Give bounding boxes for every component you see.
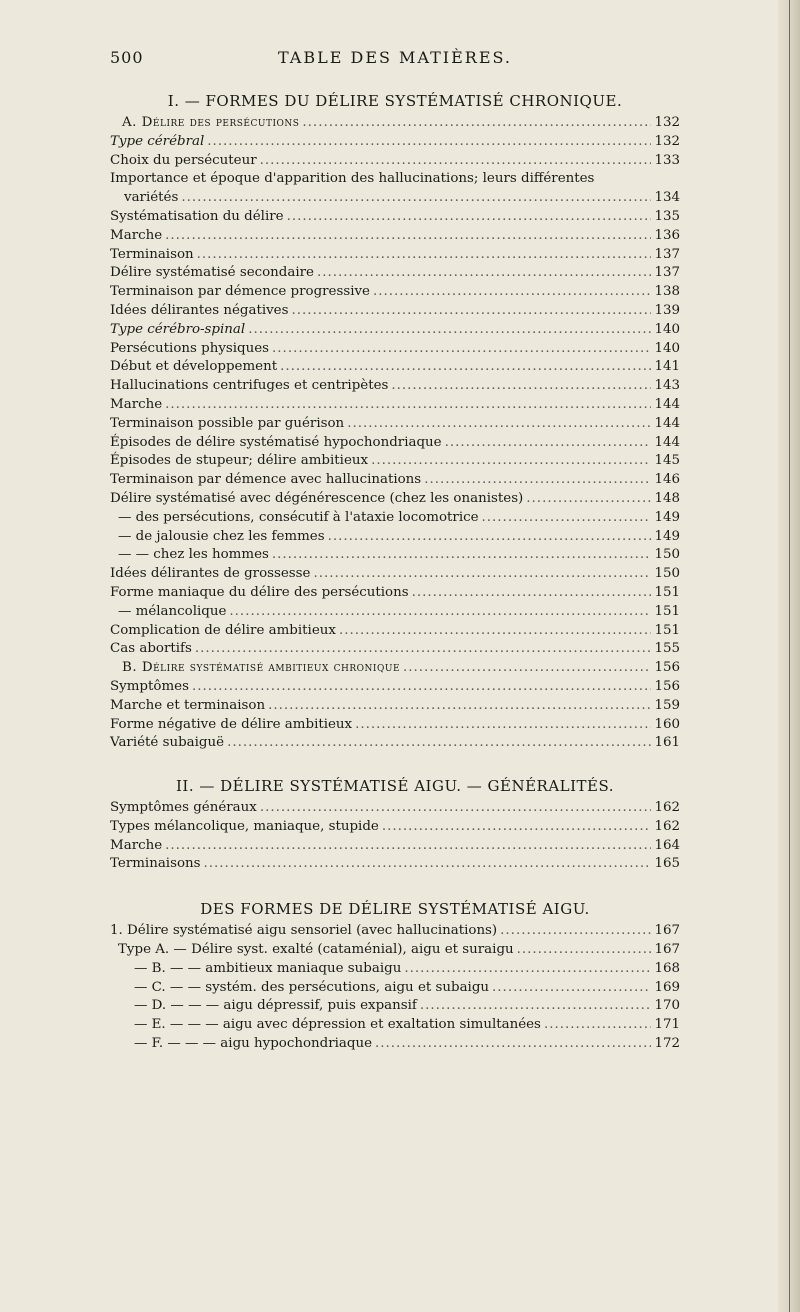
entry-text: 1. Délire systématisé aigu sensoriel (avec hallucinations)	[110, 923, 498, 939]
leader-dots	[482, 509, 652, 528]
entry-text: Forme négative de délire ambitieux	[110, 716, 353, 732]
entry-page: 160	[654, 716, 680, 732]
entry-text: Persécutions physiques	[110, 340, 270, 356]
entry-text: Terminaison possible par guérison	[110, 415, 345, 431]
entry-page: 161	[654, 735, 680, 751]
leader-dots	[500, 922, 651, 941]
entry-text: Type A. — Délire syst. exalté (cataménial), aigu et suraigu	[118, 942, 514, 958]
entry-text: Délire systématisé avec dégénérescence (chez les onanistes)	[110, 490, 524, 506]
toc-entry	[110, 434, 680, 453]
toc-entry	[110, 941, 680, 960]
entry-page: 141	[654, 359, 680, 375]
entry-page: 139	[654, 302, 680, 318]
entry-text: Terminaison	[110, 246, 194, 262]
leader-dots	[302, 114, 651, 133]
entry-text: — mélancolique	[118, 603, 227, 619]
leader-dots	[195, 640, 652, 659]
leader-dots	[371, 452, 651, 471]
entry-page: 148	[654, 490, 680, 506]
toc-entry-wrapped	[110, 170, 680, 189]
entry-text: Marche	[110, 837, 163, 853]
toc-entry	[110, 565, 680, 584]
entry-text: Type cérébro-spinal	[110, 321, 246, 337]
entry-page: 156	[654, 660, 680, 676]
leader-dots	[272, 340, 651, 359]
toc-entry	[110, 997, 680, 1016]
toc-entry	[110, 855, 680, 874]
leader-dots	[328, 528, 652, 547]
entry-page: 150	[654, 547, 680, 563]
leader-dots	[317, 264, 651, 283]
leader-dots	[375, 1035, 651, 1054]
entry-page: 151	[654, 603, 680, 619]
entry-text: B. Délire systématisé ambitieux chronique	[122, 660, 401, 676]
entry-page: 134	[654, 190, 680, 206]
toc-entry	[110, 490, 680, 509]
entry-text: Délire systématisé secondaire	[110, 265, 314, 281]
entry-text: Forme maniaque du délire des persécutions	[110, 584, 409, 600]
entry-page: 140	[654, 340, 680, 356]
toc-entry	[110, 528, 680, 547]
leader-dots	[412, 584, 652, 603]
toc-entry	[110, 189, 680, 208]
toc-entry	[110, 358, 680, 377]
entry-text: variétés	[124, 190, 179, 206]
toc-entry	[110, 1016, 680, 1035]
entry-page: 132	[654, 133, 680, 149]
entry-text: Variété subaiguë	[110, 735, 225, 751]
toc-entry	[110, 509, 680, 528]
entry-text: Types mélancolique, maniaque, stupide	[110, 818, 379, 834]
toc-entry	[110, 818, 680, 837]
toc-entry	[110, 415, 680, 434]
entry-page: 169	[654, 979, 680, 995]
entry-text: — de jalousie chez les femmes	[118, 528, 325, 544]
leader-dots	[424, 471, 651, 490]
entry-text: — E. — — — aigu avec dépression et exaltation simultanées	[134, 1017, 541, 1033]
entry-page: 162	[654, 818, 680, 834]
entry-text: Terminaison par démence avec hallucinations	[110, 472, 422, 488]
entry-page: 137	[654, 246, 680, 262]
entry-page: 149	[654, 528, 680, 544]
entry-page: 165	[654, 856, 680, 872]
entry-text: — C. — — systém. des persécutions, aigu et subaigu	[134, 979, 490, 995]
leader-dots	[544, 1016, 652, 1035]
leader-dots	[227, 734, 651, 753]
running-head	[110, 48, 680, 72]
entry-page: 156	[654, 678, 680, 694]
leader-dots	[445, 434, 652, 453]
entry-page: 162	[654, 800, 680, 816]
toc-entry	[110, 133, 680, 152]
entry-text: Systématisation du délire	[110, 208, 284, 224]
entry-text: Marche	[110, 396, 163, 412]
entry-page: 138	[654, 284, 680, 300]
leader-dots	[291, 302, 651, 321]
entry-page: 150	[654, 566, 680, 582]
leader-dots	[181, 189, 651, 208]
entry-text: Choix du persécuteur	[110, 152, 257, 168]
leader-dots	[229, 603, 651, 622]
toc-entry	[110, 697, 680, 716]
toc-entry	[110, 837, 680, 856]
entry-page: 145	[654, 453, 680, 469]
leader-dots	[403, 659, 651, 678]
entry-page: 164	[654, 837, 680, 853]
toc-entry	[110, 114, 680, 133]
toc-entry	[110, 283, 680, 302]
entry-text: Complication de délire ambitieux	[110, 622, 336, 638]
toc-entry	[110, 377, 680, 396]
leader-dots	[391, 377, 651, 396]
toc-entry	[110, 603, 680, 622]
toc-entry	[110, 1035, 680, 1054]
entry-text: — F. — — — aigu hypochondriaque	[134, 1036, 373, 1052]
leader-dots	[404, 960, 651, 979]
toc-entry	[110, 678, 680, 697]
entry-text: — des persécutions, consécutif à l'ataxie locomotrice	[118, 509, 479, 525]
toc-entry	[110, 246, 680, 265]
entry-page: 151	[654, 622, 680, 638]
entry-text: Hallucinations centrifuges et centripètes	[110, 378, 389, 394]
entry-text: Terminaisons	[110, 856, 201, 872]
toc-entry	[110, 471, 680, 490]
entry-page: 144	[654, 396, 680, 412]
entry-text: Importance et époque d'apparition des hallucinations; leurs différentes	[110, 171, 595, 187]
toc-entry	[110, 340, 680, 359]
running-title: TABLE DES MATIÈRES.	[278, 48, 512, 67]
entry-text: — D. — — — aigu dépressif, puis expansif	[134, 998, 417, 1014]
leader-dots	[165, 396, 651, 415]
leader-dots	[272, 546, 652, 565]
leader-dots	[280, 358, 651, 377]
entry-text: Cas abortifs	[110, 641, 192, 657]
toc-entry	[110, 799, 680, 818]
entry-text: Épisodes de stupeur; délire ambitieux	[110, 453, 369, 469]
entry-page: 144	[654, 434, 680, 450]
toc-entry	[110, 659, 680, 678]
toc-entry	[110, 622, 680, 641]
leader-dots	[197, 246, 652, 265]
entry-page: 133	[654, 152, 680, 168]
section-heading: DES FORMES DE DÉLIRE SYSTÉMATISÉ AIGU.	[200, 900, 590, 919]
leader-dots	[260, 799, 652, 818]
leader-dots	[192, 678, 651, 697]
leader-dots	[339, 622, 652, 641]
leader-dots	[492, 979, 651, 998]
leader-dots	[165, 227, 651, 246]
leader-dots	[355, 716, 651, 735]
leader-dots	[517, 941, 652, 960]
leader-dots	[268, 697, 651, 716]
entry-text: Type cérébral	[110, 133, 205, 149]
toc-entry	[110, 640, 680, 659]
toc-entry	[110, 979, 680, 998]
entry-text: Début et développement	[110, 359, 278, 375]
entry-page: 170	[654, 998, 680, 1014]
entry-page: 159	[654, 697, 680, 713]
section-heading: II. — DÉLIRE SYSTÉMATISÉ AIGU. — GÉNÉRALITÉS.	[175, 777, 615, 796]
leader-dots	[373, 283, 651, 302]
entry-page: 146	[654, 472, 680, 488]
entry-page: 136	[654, 227, 680, 243]
entry-page: 143	[654, 378, 680, 394]
entry-page: 140	[654, 321, 680, 337]
entry-page: 151	[654, 584, 680, 600]
toc-entry	[110, 452, 680, 471]
entry-page: 167	[654, 942, 680, 958]
entry-text: — — chez les hommes	[118, 547, 269, 563]
leader-dots	[287, 208, 652, 227]
entry-text: A. Délire des persécutions	[122, 115, 300, 130]
toc-entry	[110, 396, 680, 415]
leader-dots	[347, 415, 651, 434]
leader-dots	[248, 321, 651, 340]
entry-text: Symptômes généraux	[110, 800, 257, 816]
toc-entry	[110, 264, 680, 283]
leader-dots	[207, 133, 651, 152]
page-number: 500	[110, 48, 144, 67]
entry-text: Idées délirantes de grossesse	[110, 566, 311, 582]
page-edge-line	[789, 0, 790, 1312]
entry-text: Marche	[110, 227, 163, 243]
toc-entry	[110, 152, 680, 171]
entry-text: Terminaison par démence progressive	[110, 284, 370, 300]
toc-entry	[110, 960, 680, 979]
leader-dots	[420, 997, 652, 1016]
entry-text: Marche et terminaison	[110, 697, 266, 713]
entry-text: Idées délirantes négatives	[110, 302, 289, 318]
leader-dots	[204, 855, 652, 874]
entry-page: 168	[654, 960, 680, 976]
toc-entry	[110, 302, 680, 321]
entry-page: 172	[654, 1036, 680, 1052]
entry-page: 149	[654, 509, 680, 525]
entry-text: Épisodes de délire systématisé hypochondriaque	[110, 434, 442, 450]
leader-dots	[313, 565, 651, 584]
leader-dots	[526, 490, 651, 509]
toc-entry	[110, 321, 680, 340]
entry-page: 137	[654, 265, 680, 281]
entry-text: — B. — — ambitieux maniaque subaigu	[134, 960, 402, 976]
toc-entry	[110, 546, 680, 565]
toc-entry	[110, 716, 680, 735]
entry-page: 132	[654, 115, 680, 130]
entry-page: 135	[654, 208, 680, 224]
leader-dots	[382, 818, 652, 837]
leader-dots	[260, 152, 652, 171]
entry-text: Symptômes	[110, 678, 189, 694]
toc-entry	[110, 227, 680, 246]
entry-page: 171	[654, 1017, 680, 1033]
toc-entry	[110, 208, 680, 227]
entry-page: 155	[654, 641, 680, 657]
entry-page: 144	[654, 415, 680, 431]
entry-page: 167	[654, 923, 680, 939]
toc-entry	[110, 922, 680, 941]
leader-dots	[165, 837, 651, 856]
toc-entry	[110, 584, 680, 603]
section-heading: I. — FORMES DU DÉLIRE SYSTÉMATISÉ CHRONIQUE.	[167, 92, 623, 110]
toc-entry	[110, 734, 680, 753]
table-of-contents	[110, 88, 680, 1054]
